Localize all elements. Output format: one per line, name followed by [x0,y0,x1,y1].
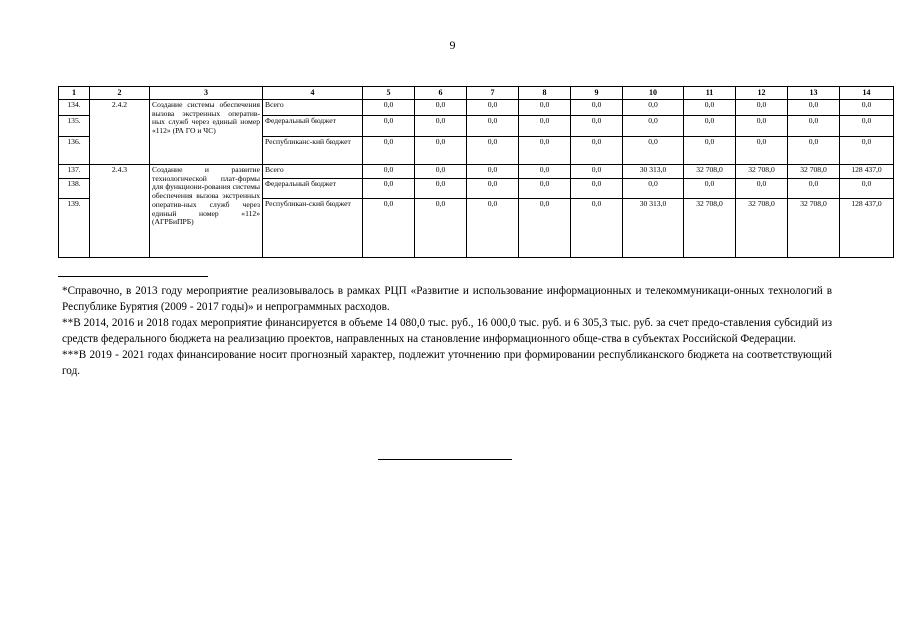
value-cell: 30 313,0 [623,165,684,179]
value-cell: 0,0 [363,100,415,116]
value-cell: 0,0 [736,100,788,116]
footnotes [62,283,832,379]
column-header: 3 [150,87,263,100]
value-cell: 0,0 [840,100,894,116]
value-cell: 32 708,0 [736,165,788,179]
value-cell: 32 708,0 [788,165,840,179]
column-header: 1 [59,87,90,100]
column-header: 5 [363,87,415,100]
event-name: Создание и развитие технологической плат-формы для функциони-рования системы обеспечения вызова экстренных оператив-ных служб через единый номер «112» (АГРБиПРБ) [150,165,263,258]
value-cell: 0,0 [571,137,623,165]
column-header: 12 [736,87,788,100]
value-cell: 0,0 [467,165,519,179]
footnote: **В 2014, 2016 и 2018 годах мероприятие финансируется в объеме 14 080,0 тыс. руб., 16 000,0 тыс. руб. и 6 305,3 тыс. руб. за счет предо-ставления субсидий из средств федерального бюджета на реализацию проектов, направленных на становление информационного обще-ства в субъектах Российской Федерации. [62,317,832,345]
value-cell: 0,0 [363,179,415,199]
value-cell: 0,0 [415,165,467,179]
column-header: 2 [90,87,150,100]
value-cell: 32 708,0 [684,199,736,258]
value-cell: 0,0 [363,137,415,165]
column-header: 13 [788,87,840,100]
value-cell: 0,0 [623,137,684,165]
value-cell: 0,0 [363,165,415,179]
value-cell: 128 437,0 [840,199,894,258]
value-cell: 0,0 [684,179,736,199]
value-cell: 0,0 [623,100,684,116]
value-cell: 0,0 [519,100,571,116]
value-cell: 0,0 [571,199,623,258]
column-header: 9 [571,87,623,100]
value-cell: 0,0 [467,179,519,199]
value-cell: 0,0 [519,137,571,165]
value-cell: 0,0 [363,116,415,137]
column-header: 7 [467,87,519,100]
funding-source: Федеральный бюджет [263,116,363,137]
column-header: 14 [840,87,894,100]
footnote: ***В 2019 - 2021 годах финансирование носит прогнозный характер, подлежит уточнению при формировании республиканского бюджета на соответствующий год. [62,349,832,377]
funding-source: Федеральный бюджет [263,179,363,199]
value-cell: 0,0 [519,165,571,179]
table-header-row [59,87,894,100]
value-cell: 32 708,0 [788,199,840,258]
value-cell: 0,0 [788,116,840,137]
value-cell: 0,0 [363,199,415,258]
value-cell: 0,0 [519,179,571,199]
value-cell: 0,0 [571,165,623,179]
event-name: Создание системы обеспечения вызова экстренных оператив-ных служб через единый номер «112» (РА ГО и ЧС) [150,100,263,165]
value-cell: 0,0 [736,179,788,199]
value-cell: 0,0 [623,179,684,199]
value-cell: 0,0 [519,199,571,258]
column-header: 6 [415,87,467,100]
row-number: 137. [59,165,90,179]
value-cell: 0,0 [571,100,623,116]
value-cell: 30 313,0 [623,199,684,258]
value-cell: 0,0 [415,100,467,116]
value-cell: 0,0 [840,179,894,199]
value-cell: 0,0 [684,100,736,116]
value-cell: 0,0 [467,137,519,165]
funding-source: Республиканс-кий бюджет [263,137,363,165]
row-number: 139. [59,199,90,258]
value-cell: 0,0 [788,179,840,199]
value-cell: 0,0 [467,199,519,258]
end-of-document-line [378,459,512,460]
value-cell: 0,0 [736,116,788,137]
value-cell: 32 708,0 [736,199,788,258]
budget-table [58,86,894,258]
row-number: 136. [59,137,90,165]
column-header: 11 [684,87,736,100]
column-header: 10 [623,87,684,100]
value-cell: 0,0 [467,100,519,116]
value-cell: 0,0 [788,137,840,165]
row-number: 138. [59,179,90,199]
row-number: 134. [59,100,90,116]
funding-source: Всего [263,165,363,179]
table-row [59,100,894,116]
value-cell: 0,0 [467,116,519,137]
value-cell: 0,0 [571,179,623,199]
value-cell: 0,0 [415,179,467,199]
row-number: 135. [59,116,90,137]
value-cell: 0,0 [840,116,894,137]
value-cell: 0,0 [840,137,894,165]
value-cell: 0,0 [415,116,467,137]
funding-source: Всего [263,100,363,116]
value-cell: 128 437,0 [840,165,894,179]
value-cell: 0,0 [623,116,684,137]
funding-source: Республикан-ский бюджет [263,199,363,258]
column-header: 8 [519,87,571,100]
value-cell: 0,0 [415,137,467,165]
event-code: 2.4.3 [90,165,150,258]
value-cell: 0,0 [415,199,467,258]
value-cell: 0,0 [571,116,623,137]
table-row [59,165,894,179]
column-header: 4 [263,87,363,100]
value-cell: 32 708,0 [684,165,736,179]
footnote-separator [58,276,208,277]
value-cell: 0,0 [684,116,736,137]
page-number: 9 [449,38,456,52]
footnote: *Справочно, в 2013 году мероприятие реализовывалось в рамках РЦП «Развитие и использование информационных и телекоммуникаци-онных технологий в Республике Бурятия (2009 - 2017 годы)» и непрограммных расходов. [62,285,832,313]
value-cell: 0,0 [788,100,840,116]
value-cell: 0,0 [519,116,571,137]
event-code: 2.4.2 [90,100,150,165]
value-cell: 0,0 [684,137,736,165]
value-cell: 0,0 [736,137,788,165]
